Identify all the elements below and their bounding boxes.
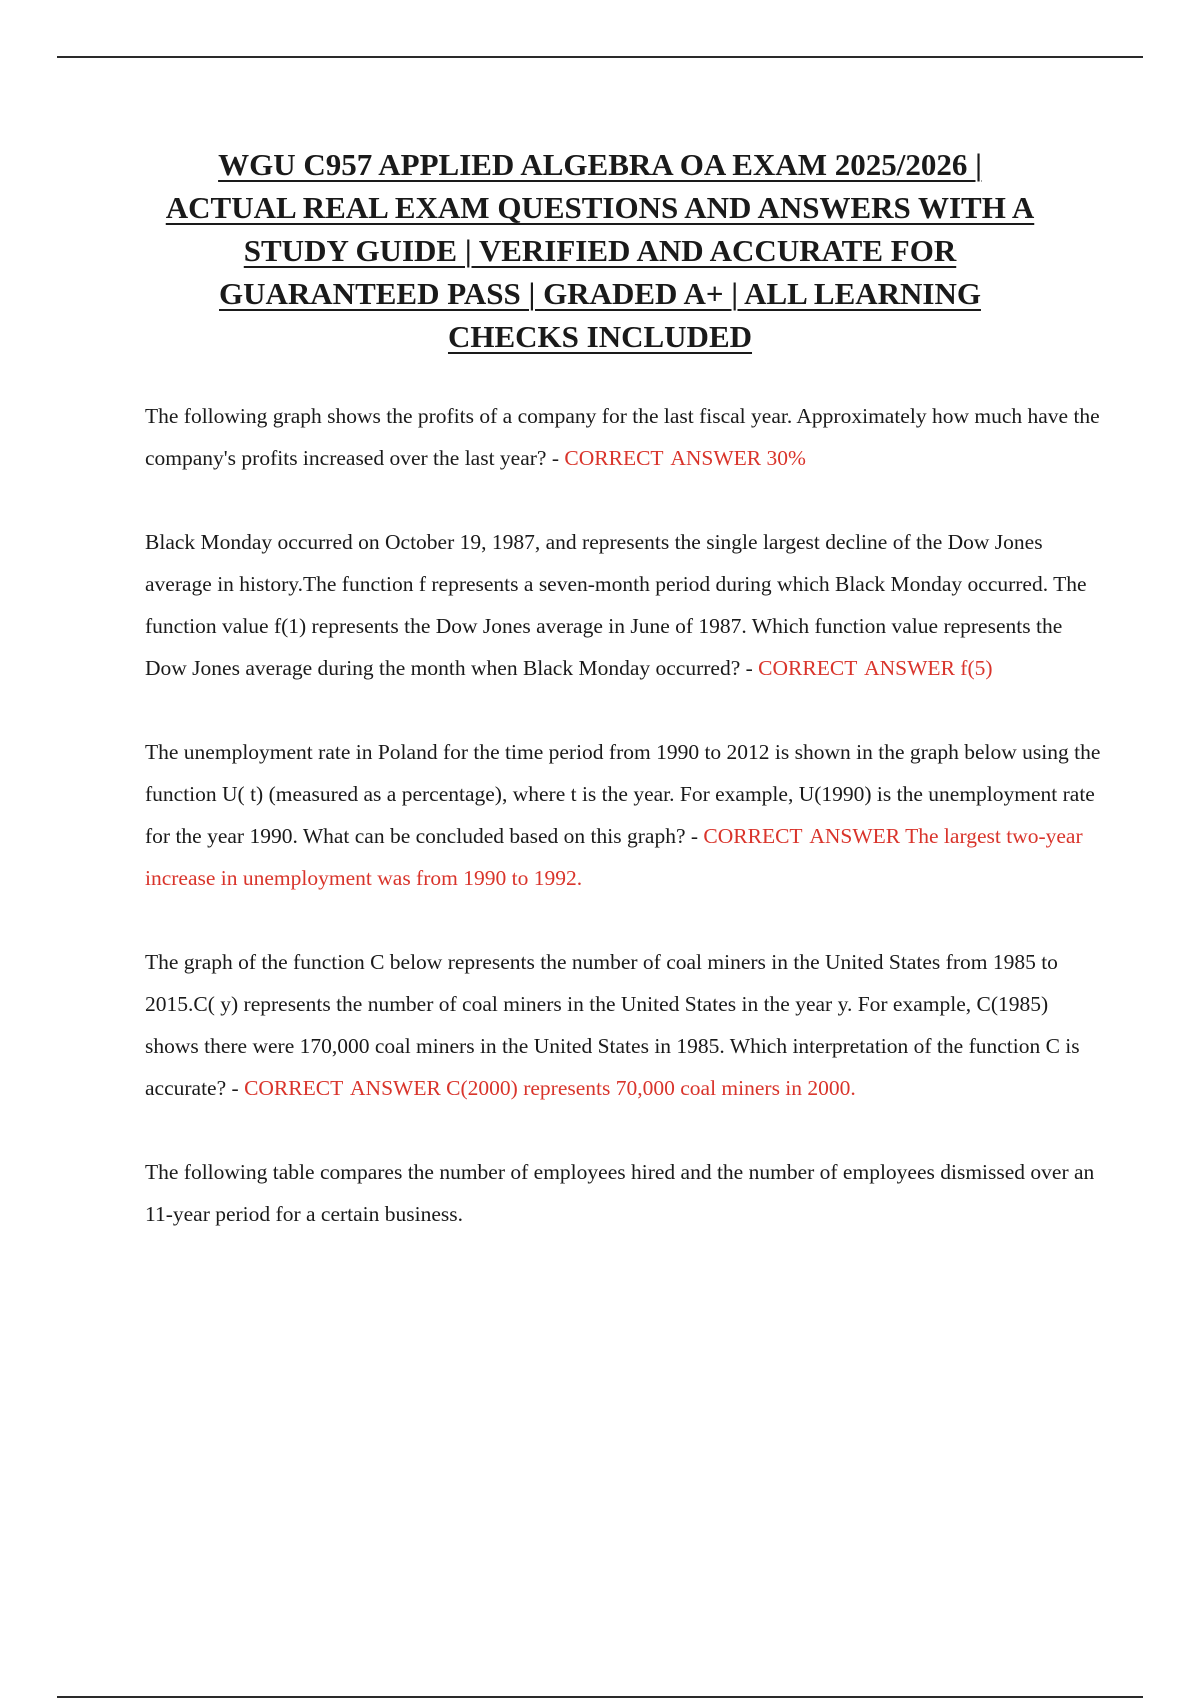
top-rule — [57, 56, 1143, 58]
answer-label: CORRECT ANSWER — [564, 446, 762, 470]
qa-item-4 — [145, 941, 1105, 1109]
title-line: ACTUAL REAL EXAM QUESTIONS AND ANSWERS WITH A — [165, 190, 1035, 225]
answer-label: CORRECT ANSWER — [758, 656, 955, 680]
answer-text — [758, 656, 992, 680]
answer-value: 30% — [761, 446, 806, 470]
answer-value: f(5) — [954, 656, 993, 680]
document-title — [100, 143, 1100, 358]
title-line: WGU C957 APPLIED ALGEBRA OA EXAM 2025/2026 | — [218, 147, 982, 182]
qa-item-2 — [145, 521, 1105, 689]
title-line: CHECKS INCLUDED — [447, 319, 753, 354]
title-line: STUDY GUIDE | VERIFIED AND ACCURATE FOR — [243, 233, 957, 268]
answer-label: CORRECT ANSWER — [244, 1076, 441, 1100]
question-text: The graph of the function C below represents the number of coal miners in the United States from 1985 to 2015.C( y) represents the number of coal miners in the United States in the year y. For example, C(1985) shows there were 170,000 coal miners in the United States in 1985. Which interpretation of the function C is accurate? - — [145, 950, 1080, 1100]
answer-value: C(2000) represents 70,000 coal miners in 2000. — [440, 1076, 856, 1100]
question-text: The unemployment rate in Poland for the time period from 1990 to 2012 is shown in the graph below using the function U( t) (measured as a percentage), where t is the year. For example, U(1990) is the unemployment rate for the year 1990. What can be concluded based on this graph? - — [145, 740, 1101, 848]
bottom-rule — [57, 1696, 1143, 1698]
answer-value: The largest two-year increase in unemployment was from 1990 to 1992. — [145, 824, 1083, 890]
title-line: GUARANTEED PASS | GRADED A+ | ALL LEARNING — [219, 276, 981, 311]
closing-paragraph: The following table compares the number of employees hired and the number of employees dismissed over an 11-year period for a certain business. — [145, 1160, 1095, 1226]
answer-text — [564, 446, 806, 470]
answer-text — [244, 1076, 856, 1100]
qa-item-3 — [145, 731, 1105, 899]
answer-label: CORRECT ANSWER — [703, 824, 901, 848]
document-body — [145, 395, 1105, 1277]
qa-item-1 — [145, 395, 1105, 479]
question-text: Black Monday occurred on October 19, 1987, and represents the single largest decline of the Dow Jones average in history.The function f represents a seven-month period during which Black Monday occurred. The function value f(1) represents the Dow Jones average in June of 1987. Which function value represents the Dow Jones average during the month when Black Monday occurred? - — [145, 530, 1087, 680]
question-text: The following graph shows the profits of a company for the last fiscal year. Approximately how much have the company's profits increased over the last year? - — [145, 404, 1100, 470]
